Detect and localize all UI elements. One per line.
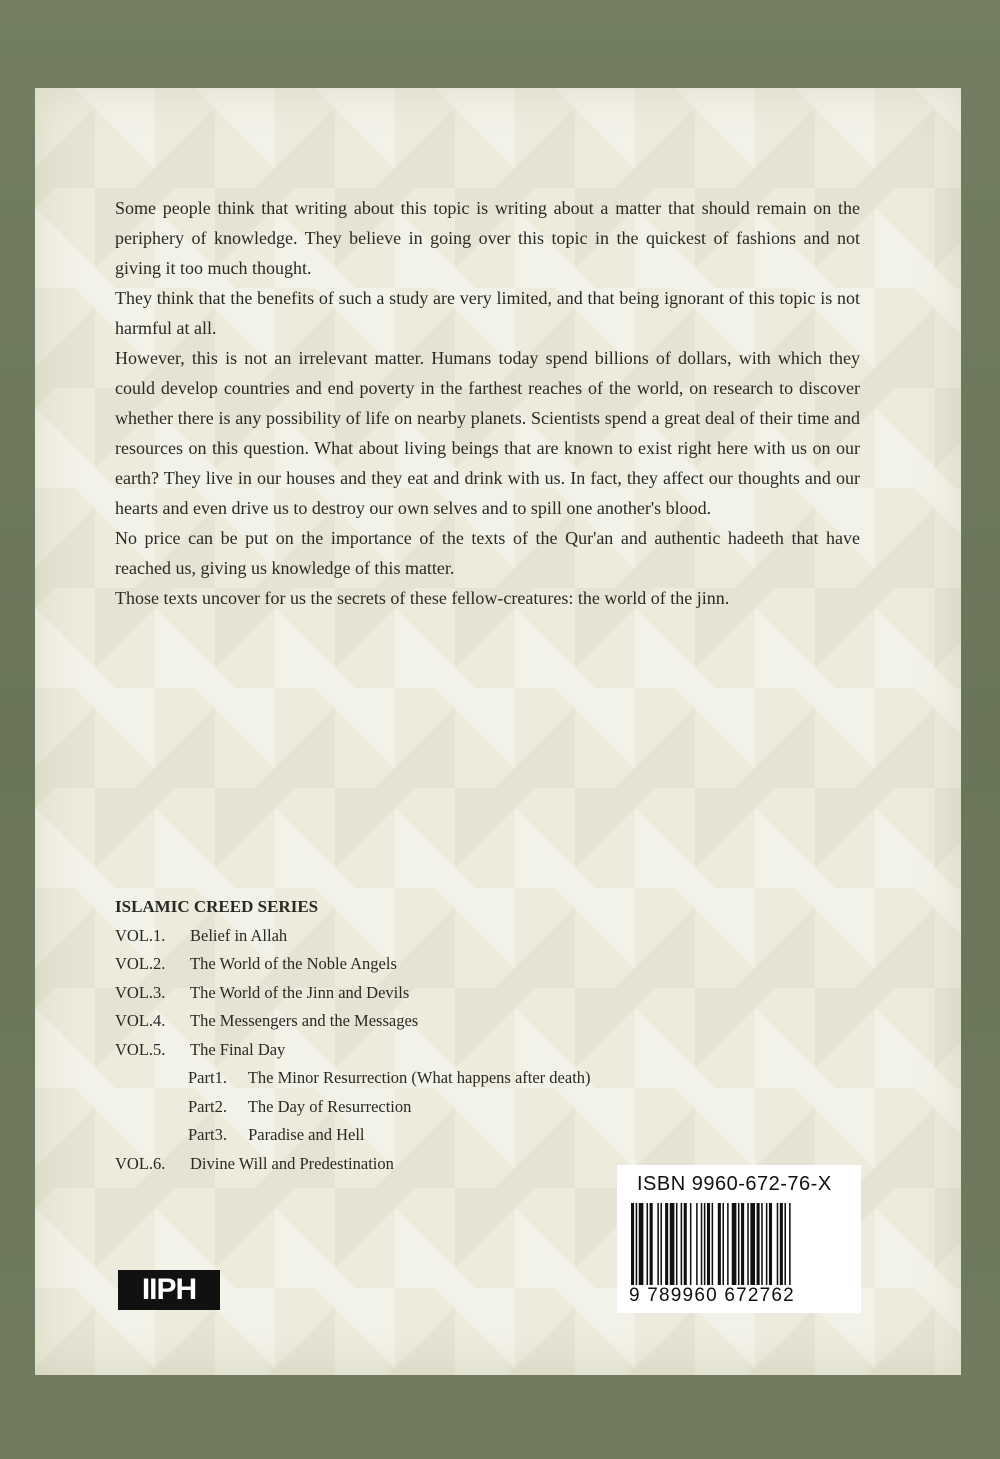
barcode-bar xyxy=(769,1203,772,1285)
barcode-bar xyxy=(707,1203,710,1285)
volume-item xyxy=(115,922,755,951)
isbn-label: ISBN 9960-672-76-X xyxy=(637,1173,832,1195)
barcode-bar xyxy=(696,1203,698,1285)
volume-title: The Messengers and the Messages xyxy=(190,1011,419,1030)
part-number: Part3. xyxy=(188,1125,227,1144)
part-number: Part1. xyxy=(188,1068,227,1087)
barcode-bar xyxy=(701,1203,703,1285)
volume-number: VOL.2. xyxy=(115,954,166,973)
volume-number: VOL.5. xyxy=(115,1039,166,1059)
part-number: Part2. xyxy=(188,1096,227,1116)
barcode-icon xyxy=(631,1203,847,1287)
blurb-text xyxy=(115,193,860,613)
volume-title: Divine Will and Predestination xyxy=(190,1153,394,1173)
barcode-bar xyxy=(657,1203,659,1285)
volume-number: VOL.3. xyxy=(115,982,166,1002)
volume-title: Belief in Allah xyxy=(190,925,288,945)
barcode-bar xyxy=(789,1203,791,1285)
barcode-bar xyxy=(681,1203,683,1285)
volume-number: VOL.6. xyxy=(115,1153,166,1173)
blurb-paragraph: However, this is not an irrelevant matter. Humans today spend billions of dollars, with which they could develop countries and end poverty in the farthest reaches of the world, on research to discover whether there is any possibility of life on nearby planets. Scientists spend a great deal of their time and resources on this question. What about living beings that are known to exist right here with us on our earth? They live in our houses and they eat and drink with us. In fact, they affect our thoughts and our hearts and even drive us to destroy our own selves and to spill one another's blood. xyxy=(115,348,860,518)
barcode-bar xyxy=(738,1203,740,1285)
volume-title: The Final Day xyxy=(190,1039,286,1059)
blurb-paragraph: No price can be put on the importance of the texts of the Qur'an and authentic hadeeth that have reached us, giving us knowledge of this matter. xyxy=(115,528,860,578)
volume-title: The World of the Noble Angels xyxy=(190,954,397,973)
barcode-bar xyxy=(777,1203,779,1285)
part-title: The Minor Resurrection (What happens after death) xyxy=(247,1068,591,1087)
series-list xyxy=(115,893,755,1178)
part-title: The Day of Resurrection xyxy=(247,1096,412,1116)
volume-number: VOL.4. xyxy=(115,1011,166,1030)
barcode-bar xyxy=(722,1203,724,1285)
volume-title: The World of the Jinn and Devils xyxy=(190,982,410,1002)
blurb-paragraph: Some people think that writing about this topic is writing about a matter that should remain on the periphery of knowledge. They believe in going over this topic in the quickest of fashions and not giving it too much thought. xyxy=(115,198,860,278)
barcode-bar xyxy=(766,1203,768,1285)
part-item xyxy=(115,1121,755,1150)
part-title: Paradise and Hell xyxy=(248,1125,365,1144)
barcode-bar xyxy=(684,1203,687,1285)
barcode-bar xyxy=(631,1203,634,1285)
barcode-bar xyxy=(780,1203,783,1285)
publisher-logo: IIPH xyxy=(118,1270,220,1310)
barcode-bar xyxy=(690,1203,692,1285)
barcode-bar xyxy=(757,1203,760,1285)
series-title: ISLAMIC CREED SERIES xyxy=(115,897,319,916)
part-item xyxy=(115,1093,755,1122)
barcode-bar xyxy=(718,1203,721,1285)
volume-number: VOL.1. xyxy=(115,925,166,945)
barcode-bar xyxy=(647,1203,649,1285)
volume-item xyxy=(115,1036,755,1065)
barcode-bar xyxy=(732,1203,737,1285)
barcode-digits: 9 789960 672762 xyxy=(629,1285,795,1306)
barcode-bar xyxy=(676,1203,678,1285)
volume-item xyxy=(115,950,755,979)
isbn-barcode-block xyxy=(617,1165,861,1313)
barcode-bar xyxy=(665,1203,668,1285)
barcode-bar xyxy=(712,1203,714,1285)
barcode-bar xyxy=(670,1203,675,1285)
barcode-bar xyxy=(639,1203,644,1285)
volume-item xyxy=(115,979,755,1008)
barcode-bar xyxy=(747,1203,749,1285)
barcode-bar xyxy=(741,1203,744,1285)
barcode-bar xyxy=(650,1203,653,1285)
barcode-bar xyxy=(761,1203,763,1285)
blurb-paragraph: Those texts uncover for us the secrets of these fellow-creatures: the world of the jinn. xyxy=(115,588,730,608)
barcode-bar xyxy=(636,1203,638,1285)
barcode-bar xyxy=(784,1203,786,1285)
barcode-bar xyxy=(704,1203,706,1285)
barcode-bar xyxy=(660,1203,662,1285)
barcode-bar xyxy=(750,1203,755,1285)
barcode-bar xyxy=(727,1203,729,1285)
volume-item xyxy=(115,1007,755,1036)
blurb-paragraph: They think that the benefits of such a study are very limited, and that being ignorant of this topic is not harmful at all. xyxy=(115,288,860,338)
part-item xyxy=(115,1064,755,1093)
